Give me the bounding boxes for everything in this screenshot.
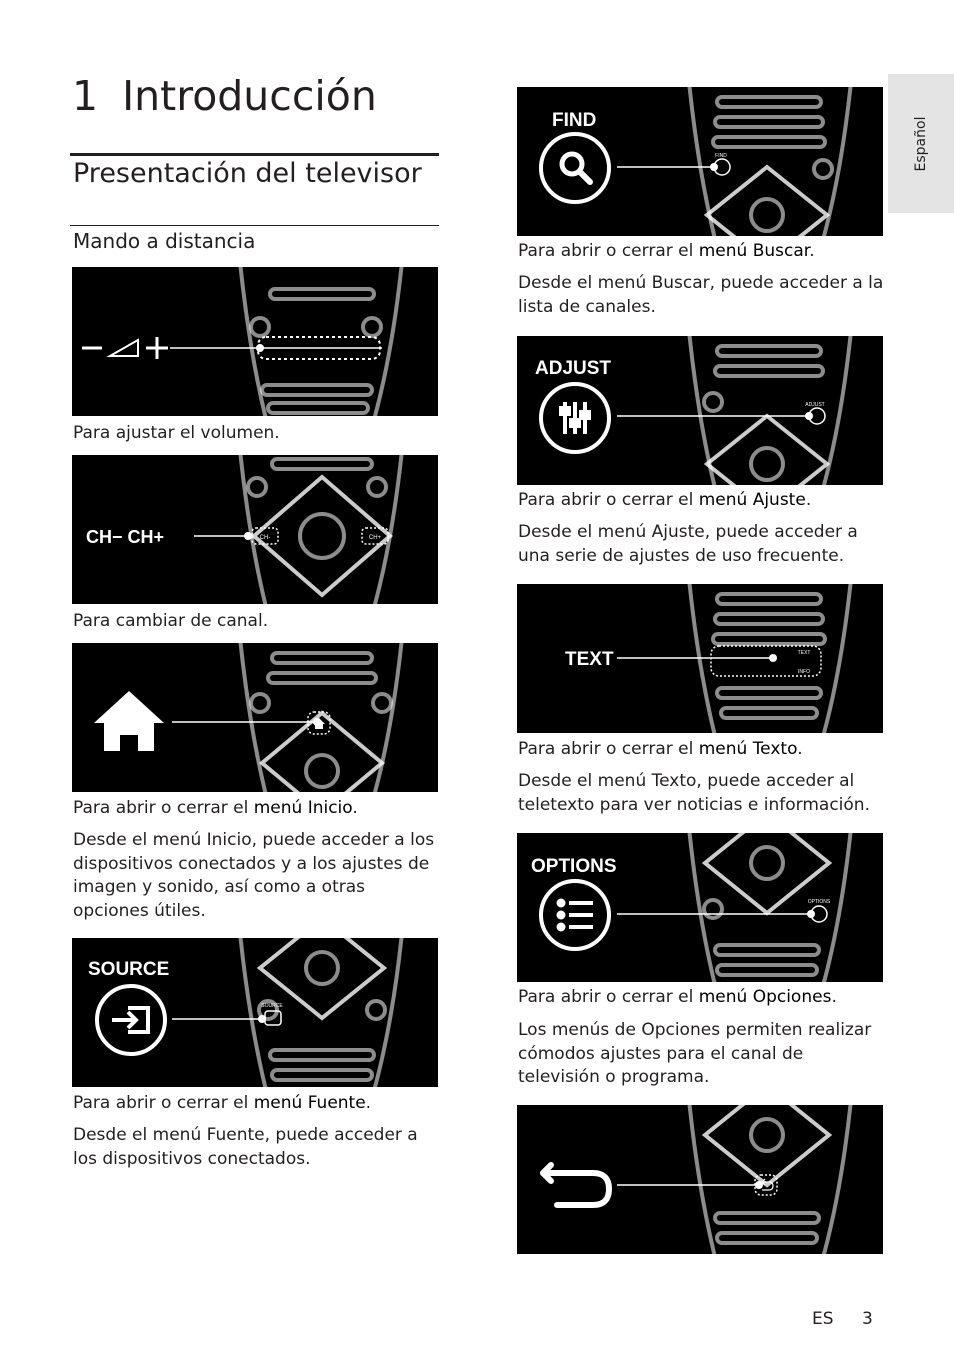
caption-text xyxy=(518,738,890,762)
figure-home xyxy=(72,643,438,792)
chapter-title xyxy=(72,68,377,124)
volume-illustration xyxy=(72,267,438,416)
caption-text-prefix: Para abrir o cerrar el xyxy=(518,739,699,759)
figure-find-label: FIND xyxy=(552,110,597,131)
key-source-label: SOURCE xyxy=(261,1003,283,1009)
caption-home-desc: Desde el menú Inicio, puede acceder a los dispositivos conectados y a los ajustes de imagen y sonido, así como a otras opciones útiles. xyxy=(73,830,435,921)
chapter-title-text: Introducción xyxy=(122,72,377,120)
figure-options xyxy=(517,833,883,982)
text-illustration xyxy=(517,584,883,733)
chapter-number: 1 xyxy=(72,72,99,120)
subsection-divider xyxy=(70,225,439,226)
caption-source-desc: Desde el menú Fuente, puede acceder a los dispositivos conectados. xyxy=(73,1125,418,1169)
figure-channel-label: CH− CH+ xyxy=(86,527,165,547)
source-icon xyxy=(97,986,165,1054)
key-find-label: FIND xyxy=(715,153,727,159)
caption-find-prefix: Para abrir o cerrar el xyxy=(518,241,699,261)
caption-options xyxy=(518,986,890,1010)
key-ch-minus: CH- xyxy=(259,535,271,541)
key-info-label: INFO xyxy=(798,669,810,675)
key-adjust-label: ADJUST xyxy=(805,402,825,408)
source-illustration xyxy=(72,938,438,1087)
home-illustration xyxy=(72,643,438,792)
figure-adjust xyxy=(517,336,883,485)
figure-options-label: OPTIONS xyxy=(531,856,617,877)
subsection-title: Mando a distancia xyxy=(73,229,256,253)
channel-illustration xyxy=(72,455,438,604)
caption-home xyxy=(73,797,445,821)
key-options-label: OPTIONS xyxy=(807,899,831,905)
caption-source-prefix: Para abrir o cerrar el xyxy=(73,1093,254,1113)
caption-home-menu: menú Inicio xyxy=(253,798,353,818)
figure-adjust-label: ADJUST xyxy=(535,358,612,379)
caption-source-suffix: . xyxy=(365,1093,372,1113)
figure-back xyxy=(517,1105,883,1254)
find-illustration xyxy=(517,87,883,236)
caption-adjust-desc: Desde el menú Ajuste, puede acceder a una serie de ajustes de uso frecuente. xyxy=(518,522,858,566)
caption-text-desc: Desde el menú Texto, puede acceder al teletexto para ver noticias e información. xyxy=(518,771,870,815)
caption-home-suffix: . xyxy=(352,798,358,818)
options-illustration xyxy=(517,833,883,982)
figure-source-label: SOURCE xyxy=(88,959,170,980)
search-icon xyxy=(541,134,609,202)
figure-find xyxy=(517,87,883,236)
figure-text xyxy=(517,584,883,733)
caption-adjust-prefix: Para abrir o cerrar el xyxy=(518,490,699,510)
caption-options-suffix: . xyxy=(831,987,837,1007)
caption-options-desc: Los menús de Opciones permiten realizar cómodos ajustes para el canal de televisión o programa. xyxy=(518,1020,872,1087)
figure-volume xyxy=(72,267,438,416)
caption-find xyxy=(518,240,890,264)
caption-text-suffix: . xyxy=(797,739,803,759)
key-ch-plus: CH+ xyxy=(368,535,382,541)
key-text-label: TEXT xyxy=(797,650,811,656)
caption-options-menu: menú Opciones xyxy=(698,987,832,1007)
back-icon xyxy=(543,1165,609,1205)
section-title: Presentación del televisor xyxy=(73,158,422,189)
caption-channel: Para cambiar de canal. xyxy=(73,611,269,631)
caption-text-menu: menú Texto xyxy=(698,739,798,759)
adjust-illustration xyxy=(517,336,883,485)
home-icon xyxy=(94,691,164,751)
caption-home-prefix: Para abrir o cerrar el xyxy=(73,798,254,818)
caption-find-desc: Desde el menú Buscar, puede acceder a la lista de canales. xyxy=(518,273,884,317)
caption-find-menu: menú Buscar xyxy=(698,241,810,261)
figure-text-label: TEXT xyxy=(565,649,614,670)
figure-source xyxy=(72,938,438,1087)
equalizer-icon xyxy=(541,384,609,452)
caption-adjust xyxy=(518,489,890,513)
figure-channel xyxy=(72,455,438,604)
caption-source-menu: menú Fuente xyxy=(253,1093,366,1113)
caption-volume: Para ajustar el volumen. xyxy=(73,423,280,443)
page-number: 3 xyxy=(862,1309,873,1329)
caption-find-suffix: . xyxy=(809,241,815,261)
language-tab-label: Español xyxy=(913,116,929,171)
list-icon xyxy=(541,881,609,949)
caption-adjust-menu: menú Ajuste xyxy=(698,490,806,510)
language-tab xyxy=(888,74,954,213)
caption-source xyxy=(73,1092,445,1116)
caption-adjust-suffix: . xyxy=(805,490,812,510)
back-illustration xyxy=(517,1105,883,1254)
footer-language: ES xyxy=(812,1309,834,1329)
caption-options-prefix: Para abrir o cerrar el xyxy=(518,987,699,1007)
